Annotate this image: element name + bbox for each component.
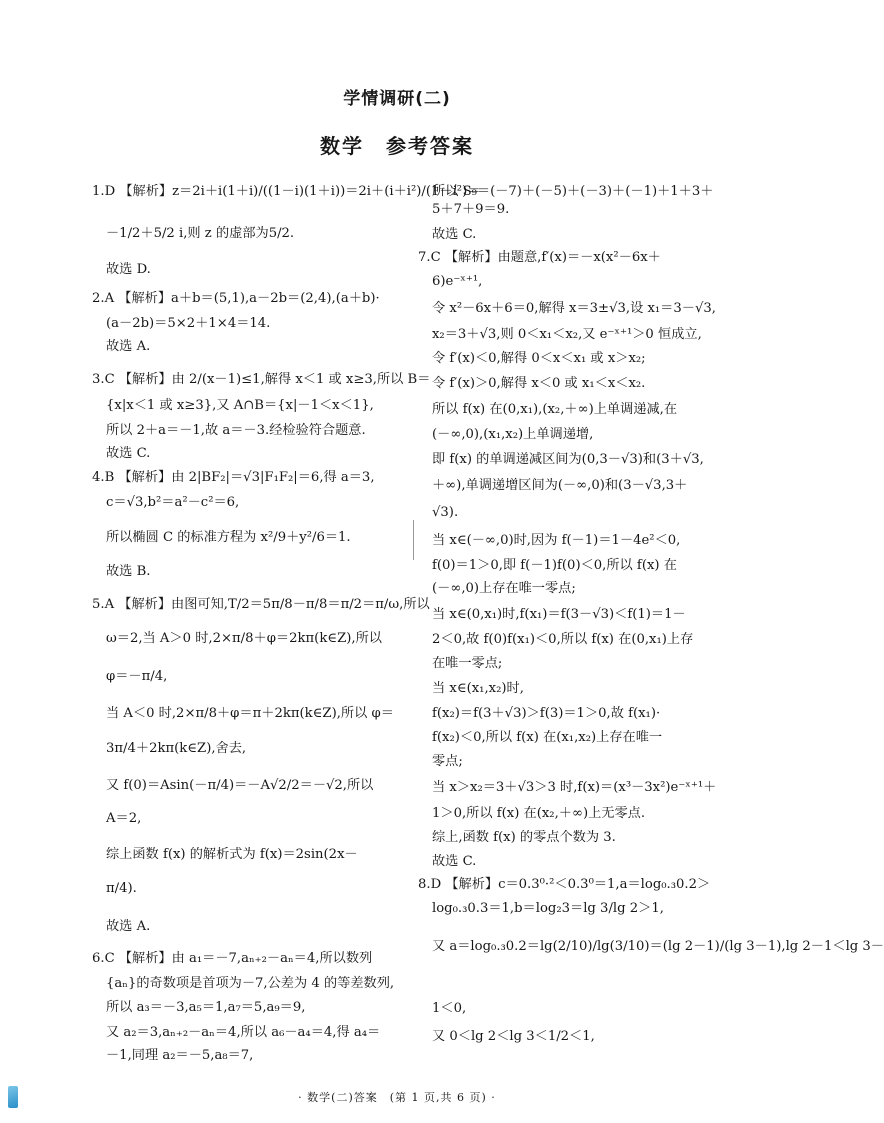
solution-line: 即 f(x) 的单调递减区间为(0,3－√3)和(3＋√3, [432, 452, 704, 467]
solution-line: {x|x＜1 或 x≥3},又 A∩B＝{x|－1＜x＜1}, [106, 398, 374, 413]
question-answer-line: 8.D 【解析】c＝0.3⁰·²＜0.3⁰＝1,a＝log₀.₃0.2＞ [418, 877, 711, 892]
solution-line: －1/2＋5/2 i,则 z 的虚部为5/2. [106, 226, 295, 241]
solution-line: 又 0＜lg 2＜lg 3＜1/2＜1, [432, 1029, 595, 1044]
solution-line: －1,同理 a₂＝－5,a₈＝7, [106, 1048, 254, 1063]
question-answer-line: 2.A 【解析】a＋b＝(5,1),a－2b＝(2,4),(a＋b)· [92, 291, 380, 306]
page-edge-mark [8, 1086, 18, 1108]
solution-line: ω＝2,当 A＞0 时,2×π/8＋φ＝2kπ(k∈Z),所以 [106, 631, 382, 646]
page-subtitle: 数学 参考答案 [320, 134, 474, 158]
question-answer-line: 6.C 【解析】由 a₁＝－7,aₙ₊₂－aₙ＝4,所以数列 [92, 951, 373, 966]
solution-line: 又 a₂＝3,aₙ₊₂－aₙ＝4,所以 a₆－a₄＝4,得 a₄＝ [106, 1025, 381, 1040]
solution-line: (－∞,0),(x₁,x₂)上单调递增, [432, 427, 594, 442]
solution-line: 故选 C. [432, 854, 477, 869]
solution-line: 当 x∈(x₁,x₂)时, [432, 681, 524, 696]
column-divider [413, 520, 414, 560]
question-answer-line: 4.B 【解析】由 2|BF₂|＝√3|F₁F₂|＝6,得 a＝3, [92, 470, 375, 485]
solution-line: c＝√3,b²＝a²－c²＝6, [106, 495, 240, 510]
solution-line: 6)e⁻ˣ⁺¹, [432, 274, 483, 289]
page-title: 学情调研(二) [343, 89, 451, 109]
solution-line: A＝2, [106, 811, 142, 826]
solution-line: ＋∞),单调递增区间为(－∞,0)和(3－√3,3＋ [432, 478, 688, 493]
solution-line: 令 f′(x)＞0,解得 x＜0 或 x₁＜x＜x₂. [432, 376, 646, 391]
solution-line: 又 f(0)＝Asin(－π/4)＝－A√2/2＝－√2,所以 [106, 778, 374, 793]
solution-line: 2＜0,故 f(0)f(x₁)＜0,所以 f(x) 在(0,x₁)上存 [432, 632, 694, 647]
solution-line: 令 f′(x)＜0,解得 0＜x＜x₁ 或 x＞x₂; [432, 351, 646, 366]
question-answer-line: 5.A 【解析】由图可知,T/2＝5π/8－π/8＝π/2＝π/ω,所以 [92, 597, 430, 612]
solution-line: 所以 2＋a＝－1,故 a＝－3.经检验符合题意. [106, 423, 366, 438]
question-answer-line: 7.C 【解析】由题意,f′(x)＝－x(x²－6x＋ [418, 250, 661, 265]
page-footer: · 数学(二)答案 (第 1 页,共 6 页) · [298, 1091, 496, 1104]
solution-line: 综上,函数 f(x) 的零点个数为 3. [432, 830, 616, 845]
solution-line: 故选 C. [432, 227, 477, 242]
solution-line: f(x₂)＝f(3＋√3)＞f(3)＝1＞0,故 f(x₁)· [432, 706, 661, 721]
solution-line: 故选 D. [106, 262, 151, 277]
solution-line: f(0)＝1＞0,即 f(－1)f(0)＜0,所以 f(x) 在 [432, 558, 677, 573]
solution-line: 当 x＞x₂＝3＋√3＞3 时,f(x)＝(x³－3x²)e⁻ˣ⁺¹＋ [432, 780, 717, 795]
solution-line: log₀.₃0.3＝1,b＝log₂3＝lg 3/lg 2＞1, [432, 901, 664, 916]
solution-line: 故选 C. [106, 446, 151, 461]
question-answer-line: 3.C 【解析】由 2/(x－1)≤1,解得 x＜1 或 x≥3,所以 B＝ [92, 372, 431, 387]
solution-line: 所以椭圆 C 的标准方程为 x²/9＋y²/6＝1. [106, 530, 351, 545]
solution-line: 在唯一零点; [432, 656, 503, 671]
solution-line: 1＞0,所以 f(x) 在(x₂,＋∞)上无零点. [432, 806, 646, 821]
question-answer-line: 1.D 【解析】z＝2i＋i(1＋i)/((1－i)(1＋i))＝2i＋(i＋i²)/(1－i²)＝ [92, 184, 481, 199]
solution-line: 当 x∈(－∞,0)时,因为 f(－1)＝1－4e²＜0, [432, 533, 681, 548]
solution-line: 故选 A. [106, 339, 151, 354]
solution-line: 令 x²－6x＋6＝0,解得 x＝3±√3,设 x₁＝3－√3, [432, 301, 716, 316]
solution-line: π/4). [106, 881, 137, 896]
solution-line: 所以 S₉＝(－7)＋(－5)＋(－3)＋(－1)＋1＋3＋ [432, 184, 714, 199]
solution-line: 5＋7＋9＝9. [432, 202, 510, 217]
solution-line: 零点; [432, 754, 463, 769]
solution-line: (a－2b)＝5×2＋1×4＝14. [106, 316, 271, 331]
solution-line: 所以 f(x) 在(0,x₁),(x₂,＋∞)上单调递减,在 [432, 402, 678, 417]
solution-line: φ＝－π/4, [106, 669, 168, 684]
solution-line: 当 A＜0 时,2×π/8＋φ＝π＋2kπ(k∈Z),所以 φ＝ [106, 706, 394, 721]
solution-line: 3π/4＋2kπ(k∈Z),舍去, [106, 741, 247, 756]
solution-line: 综上函数 f(x) 的解析式为 f(x)＝2sin(2x－ [106, 847, 358, 862]
solution-line: x₂＝3＋√3,则 0＜x₁＜x₂,又 e⁻ˣ⁺¹＞0 恒成立, [432, 327, 702, 342]
solution-line: (－∞,0)上存在唯一零点; [432, 581, 576, 596]
solution-line: 当 x∈(0,x₁)时,f(x₁)＝f(3－√3)＜f(1)＝1－ [432, 607, 686, 622]
solution-line: 又 a＝log₀.₃0.2＝lg(2/10)/lg(3/10)＝(lg 2－1)/(lg 3－1),lg 2－1＜lg 3－ [432, 939, 884, 954]
solution-line: {aₙ}的奇数项是首项为－7,公差为 4 的等差数列, [106, 976, 395, 991]
solution-line: 故选 A. [106, 919, 151, 934]
solution-line: √3). [432, 505, 459, 520]
solution-line: 所以 a₃＝－3,a₅＝1,a₇＝5,a₉＝9, [106, 1000, 306, 1015]
solution-line: 故选 B. [106, 564, 151, 579]
solution-line: 1＜0, [432, 1001, 467, 1016]
solution-line: f(x₂)＜0,所以 f(x) 在(x₁,x₂)上存在唯一 [432, 730, 663, 745]
